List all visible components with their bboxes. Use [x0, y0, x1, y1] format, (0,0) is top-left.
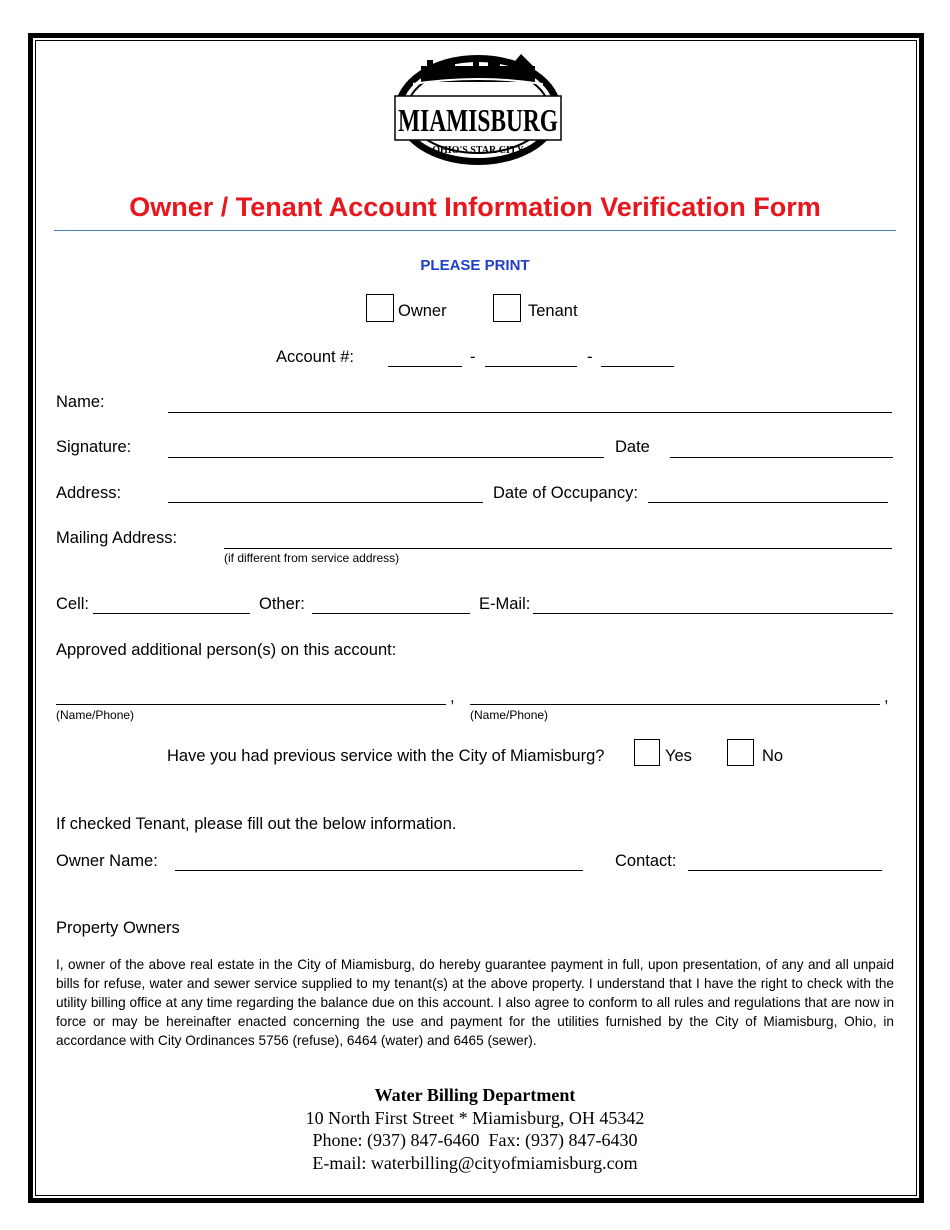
date-of-occupancy-field[interactable]: [648, 502, 888, 503]
previous-service-no-checkbox[interactable]: [727, 739, 754, 766]
mailing-address-field[interactable]: [224, 548, 892, 549]
name-field[interactable]: [168, 412, 892, 413]
comma-2: ,: [884, 688, 889, 706]
footer-department: Water Billing Department: [374, 1085, 576, 1105]
name-phone-note-1: (Name/Phone): [56, 708, 135, 722]
previous-service-no-label: No: [762, 747, 784, 765]
tenant-instruction: If checked Tenant, please fill out the below information.: [56, 815, 457, 833]
date-of-occupancy-label: Date of Occupancy:: [493, 484, 638, 502]
comma-1: ,: [450, 688, 455, 706]
other-field[interactable]: [312, 613, 470, 614]
account-label: Account #:: [276, 348, 354, 366]
tenant-label: Tenant: [528, 302, 578, 320]
city-logo: [393, 52, 563, 167]
other-label: Other:: [259, 595, 305, 613]
account-field-2[interactable]: [485, 366, 577, 367]
mailing-address-note: (if different from service address): [224, 551, 400, 565]
owner-checkbox[interactable]: [366, 294, 394, 322]
owner-name-field[interactable]: [175, 870, 583, 871]
date-label: Date: [615, 438, 650, 456]
email-label: E-Mail:: [479, 595, 531, 613]
signature-field[interactable]: [168, 457, 604, 458]
previous-service-yes-checkbox[interactable]: [634, 739, 660, 766]
previous-service-question: Have you had previous service with the City of Miamisburg?: [167, 747, 605, 765]
owner-name-label: Owner Name:: [56, 852, 158, 870]
property-owners-paragraph: I, owner of the above real estate in the City of Miamisburg, do hereby guarantee payment in full, upon presentation, of any and all unpaid bills for refuse, water and sewer service supplied to my tenant(s) at the above property. I understand that I have the right to check with the utility billing office at any time regarding the balance due on this account. I also agree to conform to all rules and regulations that are now in force or may be hereinafter enacted concerning the use and payment for the utilities furnished by the City of Miamisburg, Ohio, in accordance with City Ordinances 5756 (refuse), 6464 (water) and 6465 (sewer).: [56, 957, 894, 1048]
address-field[interactable]: [168, 502, 483, 503]
form-title: Owner / Tenant Account Information Verification Form: [129, 192, 821, 222]
please-print: PLEASE PRINT: [420, 257, 530, 274]
date-field[interactable]: [670, 457, 893, 458]
previous-service-yes-label: Yes: [665, 747, 692, 765]
property-owners-heading: Property Owners: [56, 919, 180, 937]
additional-person-field-1[interactable]: [56, 704, 446, 705]
owner-label: Owner: [398, 302, 447, 320]
footer-address: 10 North First Street * Miamisburg, OH 45342: [305, 1107, 645, 1128]
logo-top-text: CITY OF: [451, 84, 505, 93]
email-field[interactable]: [533, 613, 893, 614]
name-label: Name:: [56, 393, 105, 411]
name-phone-note-2: (Name/Phone): [470, 708, 549, 722]
logo-bottom-text: OHIO'S STAR CITY: [432, 145, 524, 156]
account-sep-1: -: [470, 348, 476, 366]
tenant-checkbox[interactable]: [493, 294, 521, 322]
account-field-1[interactable]: [388, 366, 462, 367]
contact-field[interactable]: [688, 870, 882, 871]
cell-label: Cell:: [56, 595, 90, 613]
signature-label: Signature:: [56, 438, 132, 456]
address-label: Address:: [56, 484, 122, 502]
contact-label: Contact:: [615, 852, 677, 870]
cell-field[interactable]: [93, 613, 250, 614]
title-rule: [54, 230, 896, 231]
additional-persons-label: Approved additional person(s) on this account:: [56, 641, 397, 659]
footer-phone-fax: Phone: (937) 847-6460 Fax: (937) 847-6430: [312, 1130, 638, 1150]
footer-email: E-mail: waterbilling@cityofmiamisburg.com: [312, 1152, 638, 1173]
additional-person-field-2[interactable]: [470, 704, 880, 705]
account-field-3[interactable]: [601, 366, 674, 367]
logo-main-text: MIAMISBURG: [398, 102, 559, 138]
account-sep-2: -: [587, 348, 593, 366]
mailing-address-label: Mailing Address:: [56, 529, 178, 547]
footer: [0, 1084, 950, 1174]
